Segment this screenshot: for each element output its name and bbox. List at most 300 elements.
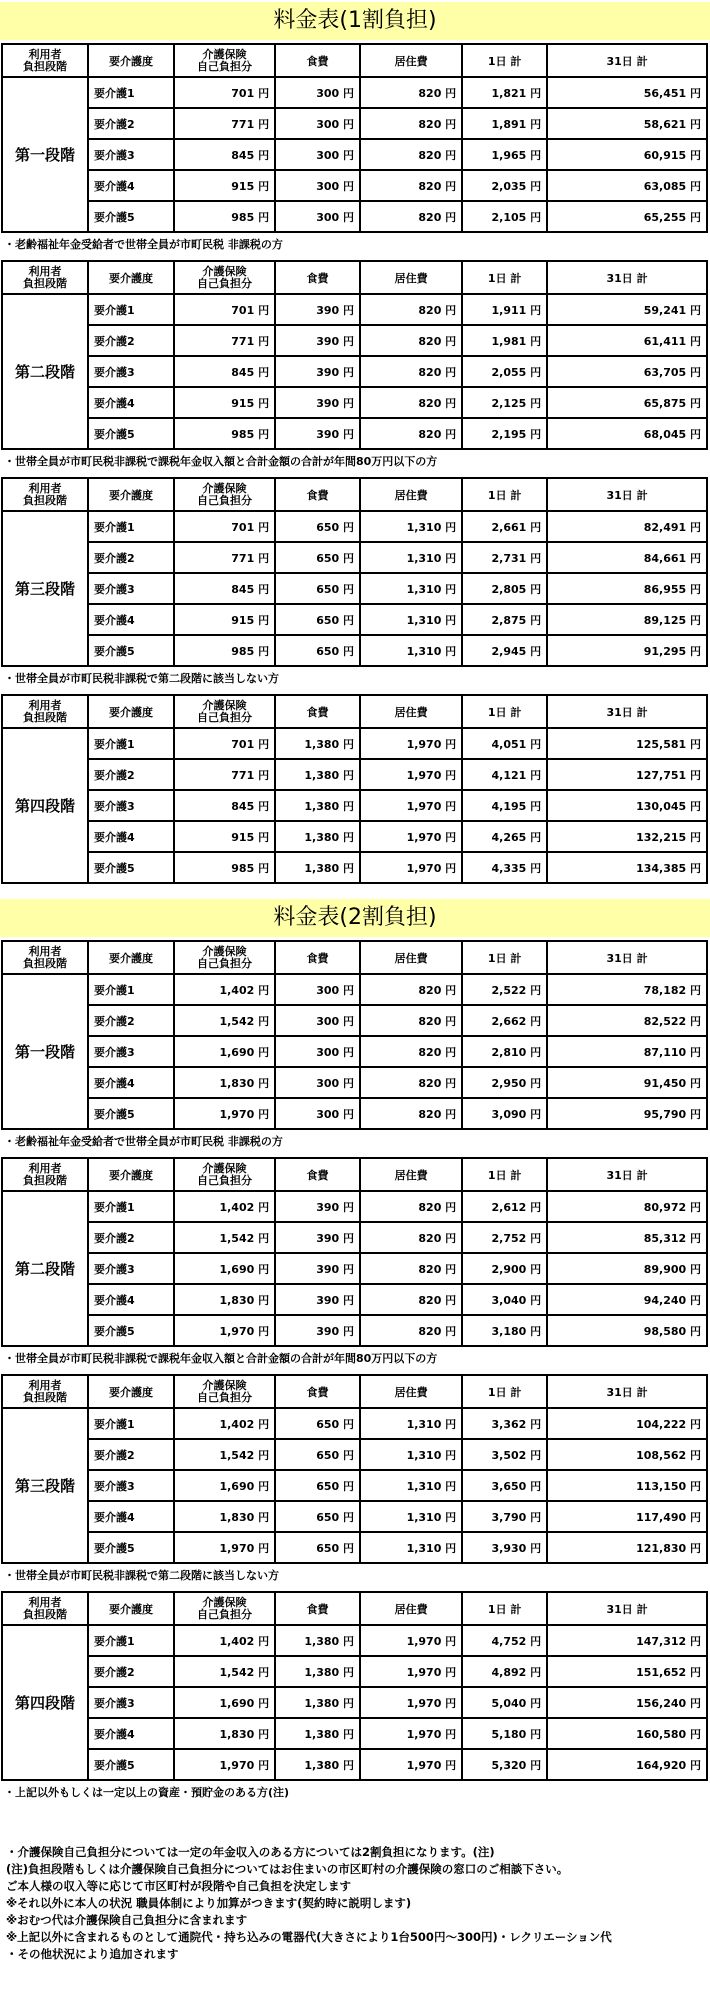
table-header-row: [2, 44, 707, 77]
monthly-total: 94,240 円: [547, 1284, 707, 1315]
header-residence: 居住費: [360, 261, 462, 294]
care-fee: 985 円: [174, 852, 275, 883]
care-fee: 1,970 円: [174, 1098, 275, 1129]
food-fee: 300 円: [275, 1036, 360, 1067]
care-fee: 771 円: [174, 759, 275, 790]
header-food: 食費: [275, 941, 360, 974]
header-care-bottom: 自己負担分: [197, 1607, 252, 1621]
food-fee: 1,380 円: [275, 1656, 360, 1687]
daily-total: 2,945 円: [462, 635, 547, 666]
section-title-banner: 料金表(2割負担): [0, 899, 710, 937]
food-fee: 300 円: [275, 108, 360, 139]
care-fee: 1,402 円: [174, 1191, 275, 1222]
daily-total: 1,981 円: [462, 325, 547, 356]
residence-fee: 820 円: [360, 974, 462, 1005]
table-row: [2, 77, 707, 108]
care-level: 要介護5: [88, 635, 174, 666]
fee-table-block: [1, 477, 708, 667]
food-fee: 390 円: [275, 294, 360, 325]
header-food: 食費: [275, 1375, 360, 1408]
food-fee: 390 円: [275, 1253, 360, 1284]
header-residence: 居住費: [360, 1375, 462, 1408]
care-level: 要介護2: [88, 108, 174, 139]
residence-fee: 820 円: [360, 387, 462, 418]
header-stage-top: 利用者: [28, 264, 62, 278]
header-month-total: 31日 計: [547, 1158, 707, 1191]
table-row: [2, 759, 707, 790]
food-fee: 650 円: [275, 511, 360, 542]
header-stage-top: 利用者: [28, 47, 62, 61]
care-fee: 1,690 円: [174, 1470, 275, 1501]
header-stage-bottom: 負担段階: [22, 710, 67, 724]
header-day-total: 1日 計: [462, 261, 547, 294]
daily-total: 5,180 円: [462, 1718, 547, 1749]
care-fee: 771 円: [174, 108, 275, 139]
table-row: [2, 728, 707, 759]
header-level: 要介護度: [88, 1158, 174, 1191]
care-fee: 915 円: [174, 604, 275, 635]
table-row: [2, 604, 707, 635]
header-care: [174, 478, 275, 511]
food-fee: 1,380 円: [275, 790, 360, 821]
header-stage-bottom: 負担段階: [22, 1390, 67, 1404]
header-care: [174, 695, 275, 728]
header-care-bottom: 自己負担分: [197, 276, 252, 290]
header-food: 食費: [275, 478, 360, 511]
header-month-total: 31日 計: [547, 695, 707, 728]
fee-table: [1, 694, 708, 884]
fee-table: [1, 1157, 708, 1347]
care-level: 要介護4: [88, 1718, 174, 1749]
daily-total: 2,661 円: [462, 511, 547, 542]
care-fee: 1,690 円: [174, 1687, 275, 1718]
care-fee: 1,970 円: [174, 1532, 275, 1563]
residence-fee: 820 円: [360, 1315, 462, 1346]
food-fee: 390 円: [275, 1315, 360, 1346]
stage-name: 第二段階: [2, 1191, 88, 1346]
food-fee: 650 円: [275, 1501, 360, 1532]
table-row: [2, 1718, 707, 1749]
header-level: 要介護度: [88, 1592, 174, 1625]
monthly-total: 108,562 円: [547, 1439, 707, 1470]
food-fee: 650 円: [275, 542, 360, 573]
daily-total: 2,522 円: [462, 974, 547, 1005]
food-fee: 390 円: [275, 1222, 360, 1253]
care-fee: 701 円: [174, 77, 275, 108]
care-level: 要介護2: [88, 759, 174, 790]
header-care-bottom: 自己負担分: [197, 1173, 252, 1187]
table-header-row: [2, 695, 707, 728]
monthly-total: 65,255 円: [547, 201, 707, 232]
daily-total: 3,180 円: [462, 1315, 547, 1346]
food-fee: 1,380 円: [275, 821, 360, 852]
food-fee: 1,380 円: [275, 1749, 360, 1780]
table-row: [2, 1222, 707, 1253]
care-fee: 1,830 円: [174, 1501, 275, 1532]
residence-fee: 1,310 円: [360, 511, 462, 542]
header-day-total: 1日 計: [462, 695, 547, 728]
daily-total: 2,125 円: [462, 387, 547, 418]
monthly-total: 91,450 円: [547, 1067, 707, 1098]
care-fee: 701 円: [174, 511, 275, 542]
header-stage-top: 利用者: [28, 1161, 62, 1175]
header-food: 食費: [275, 1158, 360, 1191]
table-row: [2, 511, 707, 542]
care-level: 要介護2: [88, 1222, 174, 1253]
stage-name: 第四段階: [2, 1625, 88, 1780]
daily-total: 2,731 円: [462, 542, 547, 573]
food-fee: 650 円: [275, 635, 360, 666]
header-stage: [2, 1158, 88, 1191]
fee-table-block: [1, 1374, 708, 1564]
food-fee: 1,380 円: [275, 1718, 360, 1749]
daily-total: 4,892 円: [462, 1656, 547, 1687]
monthly-total: 89,900 円: [547, 1253, 707, 1284]
care-level: 要介護1: [88, 1408, 174, 1439]
table-header-row: [2, 261, 707, 294]
care-fee: 1,542 円: [174, 1005, 275, 1036]
table-row: [2, 1656, 707, 1687]
food-fee: 300 円: [275, 201, 360, 232]
header-day-total: 1日 計: [462, 44, 547, 77]
monthly-total: 60,915 円: [547, 139, 707, 170]
footnote-line: ・その他状況により追加されます: [6, 1947, 179, 1961]
table-row: [2, 1315, 707, 1346]
table-row: [2, 1005, 707, 1036]
header-care-top: 介護保険: [202, 1378, 247, 1392]
monthly-total: 80,972 円: [547, 1191, 707, 1222]
care-level: 要介護3: [88, 356, 174, 387]
food-fee: 390 円: [275, 387, 360, 418]
daily-total: 2,805 円: [462, 573, 547, 604]
food-fee: 390 円: [275, 1284, 360, 1315]
residence-fee: 1,310 円: [360, 1439, 462, 1470]
care-level: 要介護5: [88, 418, 174, 449]
care-fee: 1,830 円: [174, 1284, 275, 1315]
header-residence: 居住費: [360, 1158, 462, 1191]
residence-fee: 820 円: [360, 1191, 462, 1222]
residence-fee: 820 円: [360, 1284, 462, 1315]
footnote-line: ・介護保険自己負担分については一定の年金収入のある方については2割負担になります。(注): [6, 1845, 495, 1859]
residence-fee: 1,310 円: [360, 542, 462, 573]
care-level: 要介護4: [88, 387, 174, 418]
table-row: [2, 1098, 707, 1129]
care-level: 要介護3: [88, 573, 174, 604]
residence-fee: 820 円: [360, 139, 462, 170]
care-level: 要介護2: [88, 542, 174, 573]
fee-table-block: [1, 940, 708, 1130]
header-care-top: 介護保険: [202, 698, 247, 712]
header-day-total: 1日 計: [462, 1592, 547, 1625]
care-fee: 1,970 円: [174, 1315, 275, 1346]
header-day-total: 1日 計: [462, 1158, 547, 1191]
header-food: 食費: [275, 44, 360, 77]
header-level: 要介護度: [88, 44, 174, 77]
food-fee: 1,380 円: [275, 759, 360, 790]
header-care: [174, 1592, 275, 1625]
food-fee: 1,380 円: [275, 728, 360, 759]
food-fee: 650 円: [275, 604, 360, 635]
header-care-top: 介護保険: [202, 1161, 247, 1175]
table-row: [2, 1532, 707, 1563]
daily-total: 3,502 円: [462, 1439, 547, 1470]
monthly-total: 160,580 円: [547, 1718, 707, 1749]
residence-fee: 820 円: [360, 1098, 462, 1129]
monthly-total: 127,751 円: [547, 759, 707, 790]
residence-fee: 1,970 円: [360, 759, 462, 790]
care-level: 要介護1: [88, 1625, 174, 1656]
header-residence: 居住費: [360, 941, 462, 974]
residence-fee: 1,970 円: [360, 728, 462, 759]
care-level: 要介護1: [88, 294, 174, 325]
footnote-line: ※それ以外に本人の状況 職員体制により加算がつきます(契約時に説明します): [6, 1896, 412, 1910]
care-level: 要介護5: [88, 1098, 174, 1129]
monthly-total: 95,790 円: [547, 1098, 707, 1129]
monthly-total: 134,385 円: [547, 852, 707, 883]
header-care-bottom: 自己負担分: [197, 1390, 252, 1404]
monthly-total: 89,125 円: [547, 604, 707, 635]
care-fee: 1,542 円: [174, 1439, 275, 1470]
table-header-row: [2, 941, 707, 974]
residence-fee: 820 円: [360, 77, 462, 108]
care-level: 要介護2: [88, 1005, 174, 1036]
care-level: 要介護4: [88, 1067, 174, 1098]
footnotes: [6, 1844, 612, 1963]
residence-fee: 1,310 円: [360, 1408, 462, 1439]
food-fee: 300 円: [275, 139, 360, 170]
food-fee: 650 円: [275, 1408, 360, 1439]
monthly-total: 63,085 円: [547, 170, 707, 201]
stage-note: ・世帯全員が市町民税非課税で第二段階に該当しない方: [4, 672, 279, 685]
daily-total: 1,891 円: [462, 108, 547, 139]
monthly-total: 56,451 円: [547, 77, 707, 108]
table-header-row: [2, 478, 707, 511]
food-fee: 390 円: [275, 418, 360, 449]
header-stage-bottom: 負担段階: [22, 1607, 67, 1621]
daily-total: 3,930 円: [462, 1532, 547, 1563]
section-title-banner: 料金表(1割負担): [0, 2, 710, 40]
header-care: [174, 261, 275, 294]
monthly-total: 132,215 円: [547, 821, 707, 852]
fee-table: [1, 940, 708, 1130]
table-header-row: [2, 1592, 707, 1625]
stage-note: ・世帯全員が市町民税非課税で課税年金収入額と合計金額の合計が年間80万円以下の方: [4, 455, 438, 468]
food-fee: 300 円: [275, 170, 360, 201]
header-level: 要介護度: [88, 261, 174, 294]
care-level: 要介護2: [88, 1439, 174, 1470]
header-stage-bottom: 負担段階: [22, 59, 67, 73]
footnote-line: ※上記以外に含まれるものとして通院代・持ち込みの電器代(大きさにより1台500円～300円)・レクリエーション代: [6, 1930, 612, 1944]
monthly-total: 58,621 円: [547, 108, 707, 139]
monthly-total: 61,411 円: [547, 325, 707, 356]
fee-table-block: [1, 260, 708, 450]
care-level: 要介護1: [88, 77, 174, 108]
residence-fee: 820 円: [360, 108, 462, 139]
monthly-total: 87,110 円: [547, 1036, 707, 1067]
table-header-row: [2, 1375, 707, 1408]
care-fee: 985 円: [174, 201, 275, 232]
table-row: [2, 852, 707, 883]
residence-fee: 820 円: [360, 1036, 462, 1067]
residence-fee: 1,310 円: [360, 1532, 462, 1563]
stage-name: 第二段階: [2, 294, 88, 449]
monthly-total: 65,875 円: [547, 387, 707, 418]
care-fee: 1,690 円: [174, 1253, 275, 1284]
care-level: 要介護3: [88, 1253, 174, 1284]
monthly-total: 156,240 円: [547, 1687, 707, 1718]
table-header-row: [2, 1158, 707, 1191]
table-row: [2, 1470, 707, 1501]
header-stage-bottom: 負担段階: [22, 956, 67, 970]
footnote-line: (注)負担段階もしくは介護保険自己負担分についてはお住まいの市区町村の介護保険の窓口のご相談下さい。: [6, 1862, 569, 1876]
daily-total: 1,911 円: [462, 294, 547, 325]
care-level: 要介護1: [88, 728, 174, 759]
header-month-total: 31日 計: [547, 1592, 707, 1625]
food-fee: 1,380 円: [275, 1625, 360, 1656]
care-level: 要介護3: [88, 1687, 174, 1718]
food-fee: 300 円: [275, 1098, 360, 1129]
header-stage-bottom: 負担段階: [22, 276, 67, 290]
header-food: 食費: [275, 1592, 360, 1625]
daily-total: 2,035 円: [462, 170, 547, 201]
fee-table: [1, 43, 708, 233]
table-row: [2, 573, 707, 604]
residence-fee: 1,970 円: [360, 852, 462, 883]
header-care: [174, 1375, 275, 1408]
daily-total: 2,105 円: [462, 201, 547, 232]
table-row: [2, 387, 707, 418]
table-row: [2, 201, 707, 232]
daily-total: 1,821 円: [462, 77, 547, 108]
stage-name: 第一段階: [2, 974, 88, 1129]
fee-table: [1, 477, 708, 667]
residence-fee: 1,970 円: [360, 1718, 462, 1749]
header-month-total: 31日 計: [547, 44, 707, 77]
header-food: 食費: [275, 261, 360, 294]
header-residence: 居住費: [360, 1592, 462, 1625]
food-fee: 1,380 円: [275, 1687, 360, 1718]
monthly-total: 121,830 円: [547, 1532, 707, 1563]
header-stage-bottom: 負担段階: [22, 1173, 67, 1187]
header-month-total: 31日 計: [547, 261, 707, 294]
daily-total: 3,790 円: [462, 1501, 547, 1532]
residence-fee: 820 円: [360, 356, 462, 387]
daily-total: 2,752 円: [462, 1222, 547, 1253]
header-day-total: 1日 計: [462, 941, 547, 974]
monthly-total: 104,222 円: [547, 1408, 707, 1439]
care-level: 要介護3: [88, 1470, 174, 1501]
stage-name: 第三段階: [2, 1408, 88, 1563]
table-row: [2, 108, 707, 139]
food-fee: 1,380 円: [275, 852, 360, 883]
monthly-total: 68,045 円: [547, 418, 707, 449]
header-care-bottom: 自己負担分: [197, 956, 252, 970]
table-row: [2, 1067, 707, 1098]
food-fee: 300 円: [275, 77, 360, 108]
food-fee: 650 円: [275, 1439, 360, 1470]
care-level: 要介護3: [88, 790, 174, 821]
daily-total: 2,662 円: [462, 1005, 547, 1036]
header-level: 要介護度: [88, 1375, 174, 1408]
care-level: 要介護2: [88, 325, 174, 356]
daily-total: 4,265 円: [462, 821, 547, 852]
residence-fee: 820 円: [360, 1067, 462, 1098]
table-row: [2, 325, 707, 356]
care-fee: 915 円: [174, 821, 275, 852]
stage-note: ・上記以外もしくは一定以上の資産・預貯金のある方(注): [4, 1786, 290, 1799]
care-level: 要介護1: [88, 974, 174, 1005]
header-stage-top: 利用者: [28, 698, 62, 712]
header-stage: [2, 478, 88, 511]
daily-total: 5,320 円: [462, 1749, 547, 1780]
residence-fee: 1,310 円: [360, 604, 462, 635]
header-stage-top: 利用者: [28, 1378, 62, 1392]
daily-total: 2,900 円: [462, 1253, 547, 1284]
care-fee: 915 円: [174, 387, 275, 418]
food-fee: 390 円: [275, 356, 360, 387]
care-fee: 771 円: [174, 542, 275, 573]
table-row: [2, 1749, 707, 1780]
care-fee: 1,402 円: [174, 1408, 275, 1439]
daily-total: 2,950 円: [462, 1067, 547, 1098]
header-stage-top: 利用者: [28, 1595, 62, 1609]
food-fee: 300 円: [275, 1005, 360, 1036]
header-stage: [2, 941, 88, 974]
daily-total: 5,040 円: [462, 1687, 547, 1718]
care-level: 要介護2: [88, 1656, 174, 1687]
daily-total: 4,051 円: [462, 728, 547, 759]
monthly-total: 78,182 円: [547, 974, 707, 1005]
footnote-line: ※おむつ代は介護保険自己負担分に含まれます: [6, 1913, 248, 1927]
residence-fee: 820 円: [360, 325, 462, 356]
care-level: 要介護5: [88, 852, 174, 883]
care-fee: 1,542 円: [174, 1222, 275, 1253]
header-residence: 居住費: [360, 695, 462, 728]
header-stage-top: 利用者: [28, 481, 62, 495]
food-fee: 650 円: [275, 1532, 360, 1563]
fee-table-block: [1, 1591, 708, 1781]
fee-table-block: [1, 43, 708, 233]
header-level: 要介護度: [88, 478, 174, 511]
header-care-top: 介護保険: [202, 264, 247, 278]
food-fee: 300 円: [275, 974, 360, 1005]
header-stage: [2, 695, 88, 728]
monthly-total: 59,241 円: [547, 294, 707, 325]
monthly-total: 151,652 円: [547, 1656, 707, 1687]
fee-table: [1, 1374, 708, 1564]
stage-note: ・世帯全員が市町民税非課税で課税年金収入額と合計金額の合計が年間80万円以下の方: [4, 1352, 438, 1365]
residence-fee: 820 円: [360, 1005, 462, 1036]
monthly-total: 117,490 円: [547, 1501, 707, 1532]
residence-fee: 1,970 円: [360, 1749, 462, 1780]
header-level: 要介護度: [88, 941, 174, 974]
residence-fee: 1,970 円: [360, 1687, 462, 1718]
residence-fee: 1,970 円: [360, 821, 462, 852]
care-fee: 1,542 円: [174, 1656, 275, 1687]
care-fee: 985 円: [174, 635, 275, 666]
table-row: [2, 356, 707, 387]
monthly-total: 82,522 円: [547, 1005, 707, 1036]
header-level: 要介護度: [88, 695, 174, 728]
care-fee: 1,830 円: [174, 1067, 275, 1098]
care-level: 要介護3: [88, 1036, 174, 1067]
footnote-line: ご本人様の収入等に応じて市区町村が段階や自己負担を決定します: [6, 1879, 351, 1893]
care-level: 要介護4: [88, 1284, 174, 1315]
care-level: 要介護5: [88, 201, 174, 232]
care-fee: 1,402 円: [174, 1625, 275, 1656]
residence-fee: 820 円: [360, 294, 462, 325]
residence-fee: 820 円: [360, 170, 462, 201]
